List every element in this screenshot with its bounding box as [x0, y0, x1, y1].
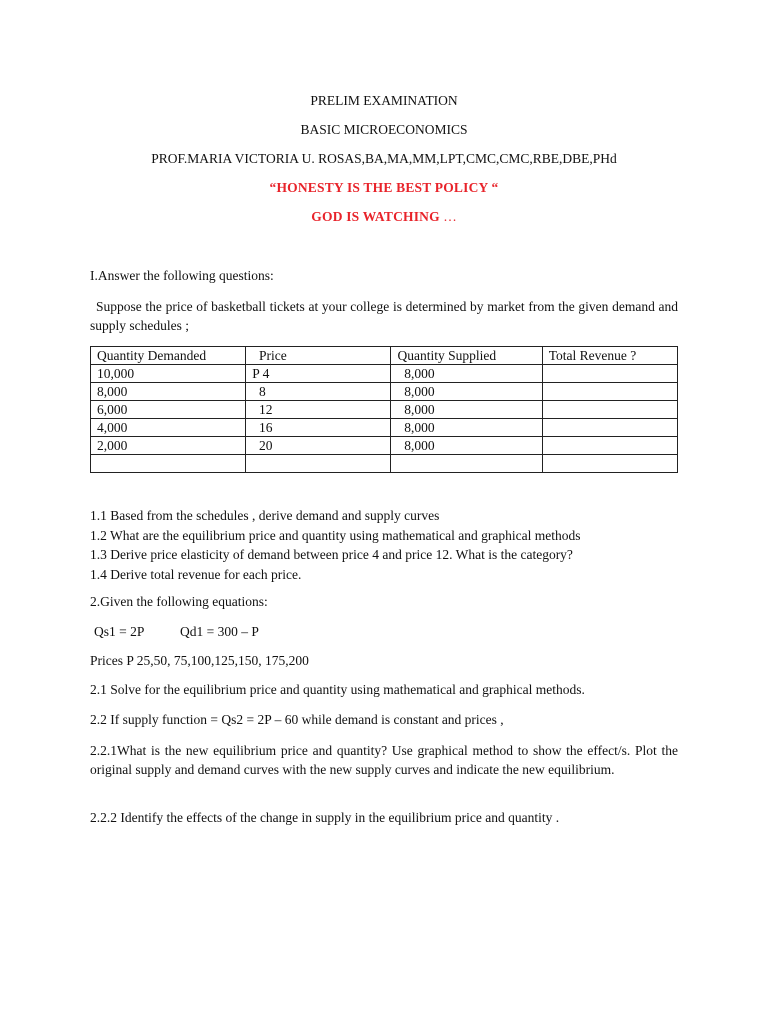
- header-cell: Price: [246, 347, 391, 365]
- table-cell: 4,000: [91, 419, 246, 437]
- part1-intro: Suppose the price of basketball tickets at your college is determined by market from the given demand and supply schedules ;: [90, 299, 678, 333]
- table-cell: 12: [246, 401, 391, 419]
- table-row: [91, 419, 678, 437]
- question-1-3: 1.3 Derive price elasticity of demand between price 4 and price 12. What is the category?: [90, 547, 573, 562]
- question-2-2-2: 2.2.2 Identify the effects of the change in supply in the equilibrium price and quantity .: [90, 810, 560, 825]
- table-header-row: [91, 347, 678, 365]
- table-cell: [542, 437, 677, 455]
- table-cell: [91, 455, 246, 473]
- header-cell: Quantity Supplied: [391, 347, 542, 365]
- table-cell: 8,000: [391, 365, 542, 383]
- table-row: [91, 437, 678, 455]
- table-cell: 2,000: [91, 437, 246, 455]
- table-cell: [542, 365, 677, 383]
- reminder: [0, 209, 768, 225]
- reminder-bold: GOD IS WATCHING: [311, 209, 440, 224]
- table-cell: 20: [246, 437, 391, 455]
- table-row: [91, 401, 678, 419]
- table-cell: P 4: [246, 365, 391, 383]
- question-2-1: 2.1 Solve for the equilibrium price and quantity using mathematical and graphical methods.: [90, 682, 585, 697]
- table-row: [91, 365, 678, 383]
- table-cell: 8,000: [391, 437, 542, 455]
- table-cell: 8,000: [391, 383, 542, 401]
- question-1-1: 1.1 Based from the schedules , derive demand and supply curves: [90, 508, 440, 523]
- table-cell: 8,000: [391, 419, 542, 437]
- question-1-2: 1.2 What are the equilibrium price and quantity using mathematical and graphical methods: [90, 528, 581, 543]
- part1-heading: I.Answer the following questions:: [90, 268, 274, 283]
- table-cell: 6,000: [91, 401, 246, 419]
- equation-demand: Qd1 = 300 – P: [180, 624, 259, 639]
- subject-title: BASIC MICROECONOMICS: [300, 122, 468, 137]
- header-cell: Quantity Demanded: [91, 347, 246, 365]
- question-2-2-1: 2.2.1What is the new equilibrium price and quantity? Use graphical method to show the effect/s. Plot the original supply and demand curves with the new supply curves and indicate the new equilibrium.: [90, 743, 678, 777]
- table-cell: 8,000: [91, 383, 246, 401]
- table-cell: [542, 401, 677, 419]
- table-cell: 8,000: [391, 401, 542, 419]
- part2-heading: 2.Given the following equations:: [90, 594, 268, 609]
- table-cell: 16: [246, 419, 391, 437]
- price-list: Prices P 25,50, 75,100,125,150, 175,200: [90, 653, 309, 668]
- table-row: [91, 383, 678, 401]
- table-row: [91, 455, 678, 473]
- professor-name: PROF.MARIA VICTORIA U. ROSAS,BA,MA,MM,LPT,CMC,CMC,RBE,DBE,PHd: [151, 151, 617, 166]
- table-cell: [542, 419, 677, 437]
- table-cell: [542, 383, 677, 401]
- motto: “HONESTY IS THE BEST POLICY “: [269, 180, 499, 195]
- question-2-2: 2.2 If supply function = Qs2 = 2P – 60 while demand is constant and prices ,: [90, 712, 504, 727]
- table-cell: 10,000: [91, 365, 246, 383]
- equation-supply: Qs1 = 2P: [94, 624, 145, 639]
- table-cell: [391, 455, 542, 473]
- reminder-tail: …: [439, 209, 457, 224]
- table-cell: 8: [246, 383, 391, 401]
- table-cell: [246, 455, 391, 473]
- header-cell: Total Revenue ?: [542, 347, 677, 365]
- exam-title: PRELIM EXAMINATION: [310, 93, 458, 108]
- table-cell: [542, 455, 677, 473]
- schedule-table: [90, 346, 678, 473]
- question-1-4: 1.4 Derive total revenue for each price.: [90, 567, 302, 582]
